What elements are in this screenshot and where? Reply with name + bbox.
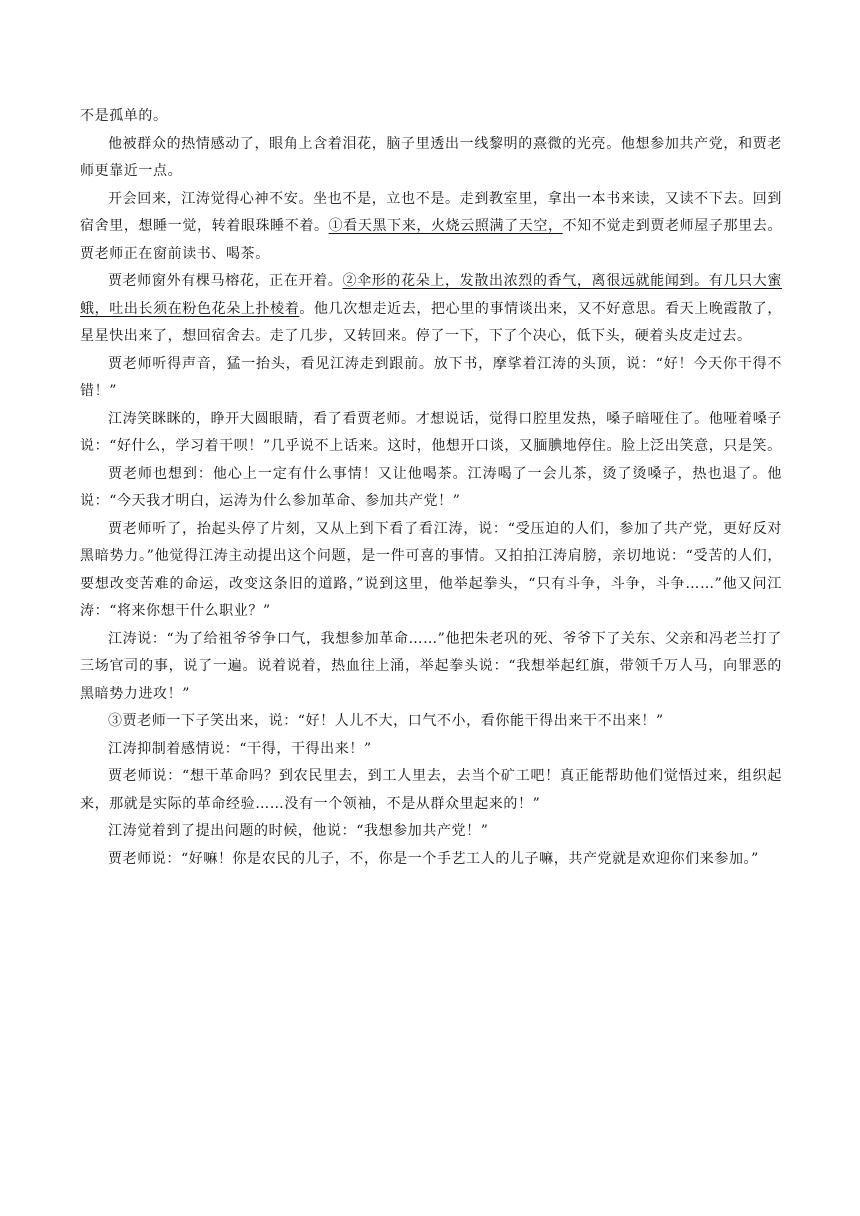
paragraph xyxy=(80,131,782,186)
document-body xyxy=(80,103,782,873)
text-run: 他被群众的热情感动了，眼角上含着泪花，脑子里透出一线黎明的熹微的光亮。他想参加共产党，和贾老师更靠近一点。 xyxy=(80,135,782,179)
text-run: 贾老师听了，抬起头停了片刻，又从上到下看了看江涛，说：“受压迫的人们，参加了共产党，更好反对黑暗势力。”他觉得江涛主动提出这个问题，是一件可喜的事情。又拍拍江涛肩膀，亲切地说：“受苦的人们，要想改变苦难的命运，改变这条旧的道路，”说到这里，他举起拳头，“只有斗争，斗争，斗争……”他又问江涛：“将来你想干什么职业？” xyxy=(80,520,782,619)
paragraph xyxy=(80,763,782,818)
text-run: 江涛笑眯眯的，睁开大圆眼睛，看了看贾老师。才想说话，觉得口腔里发热，嗓子暗哑住了。他哑着嗓子说：“好什么，学习着干呗！”几乎说不上话来。这时，他想开口谈，又腼腆地停住。脸上泛出笑意，只是笑。 xyxy=(80,410,782,454)
text-run: 江涛觉着到了提出问题的时候，他说：“我想参加共产党！” xyxy=(108,823,489,839)
paragraph xyxy=(80,516,782,626)
underlined-sentence-1: ①看天黑下来，火烧云照满了天空， xyxy=(328,218,563,234)
paragraph xyxy=(80,736,782,764)
text-run: 贾老师也想到：他心上一定有什么事情！又让他喝茶。江涛喝了一会儿茶，烫了烫嗓子，热也退了。他说：“今天我才明白，运涛为什么参加革命、参加共产党！” xyxy=(80,465,782,509)
text-run: 贾老师听得声音，猛一抬头，看见江涛走到跟前。放下书，摩挲着江涛的头顶，说：“好！今天你干得不错！” xyxy=(80,355,782,399)
text-run: 不是孤单的。 xyxy=(80,108,168,124)
paragraph xyxy=(80,406,782,461)
text-run: 贾老师窗外有棵马榕花，正在开着。 xyxy=(108,273,343,289)
underlined-sentence-2: ②伞形的花朵上，发散出浓烈的香气，离很远就能闻到。有几只大蜜蛾，吐出长须在粉色花朵上扑棱着 xyxy=(80,273,782,317)
text-run: 江涛抑制着感情说：“干得，干得出来！” xyxy=(108,740,372,757)
text-run: 贾老师说：“好嘛！你是农民的儿子，不，你是一个手艺工人的儿子嘛，共产党就是欢迎你们来参加。” xyxy=(108,850,759,867)
paragraph xyxy=(80,846,782,874)
paragraph xyxy=(80,351,782,406)
text-run: ③贾老师一下子笑出来，说：“好！人儿不大，口气不小，看你能干得出来干不出来！” xyxy=(108,713,664,729)
paragraph xyxy=(80,626,782,709)
paragraph xyxy=(80,818,782,846)
paragraph xyxy=(80,708,782,736)
paragraph xyxy=(80,461,782,516)
text-run: 贾老师说：“想干革命吗？到农民里去，到工人里去，去当个矿工吧！真正能帮助他们觉悟过来，组织起来，那就是实际的革命经验……没有一个领袖，不是从群众里起来的！” xyxy=(80,768,782,812)
paragraph xyxy=(80,186,782,269)
paragraph xyxy=(80,268,782,351)
text-run: 江涛说：“为了给祖爷爷争口气，我想参加革命……”他把朱老巩的死、爷爷下了关东、父亲和冯老兰打了三场官司的事，说了一遍。说着说着，热血往上涌，举起拳头说：“我想举起红旗，带领千万人马，向罪恶的黑暗势力进攻！” xyxy=(80,630,782,702)
text-run: 不知不觉走到贾老师屋子那里去。贾老师正在窗前读书、喝茶。 xyxy=(80,218,783,262)
text-run: 开会回来，江涛觉得心神不安。坐也不是，立也不是。走到教室里，拿出一本书来读，又读不下去。回到宿舍里，想睡一觉，转着眼珠睡不着。 xyxy=(80,190,782,234)
text-run: 。他几次想走近去，把心里的事情谈出来，又不好意思。看天上晚霞散了，星星快出来了，想回宿舍去。走了几步，又转回来。停了一下，下了个决心，低下头，硬着头皮走过去。 xyxy=(80,300,782,344)
paragraph xyxy=(80,103,782,131)
